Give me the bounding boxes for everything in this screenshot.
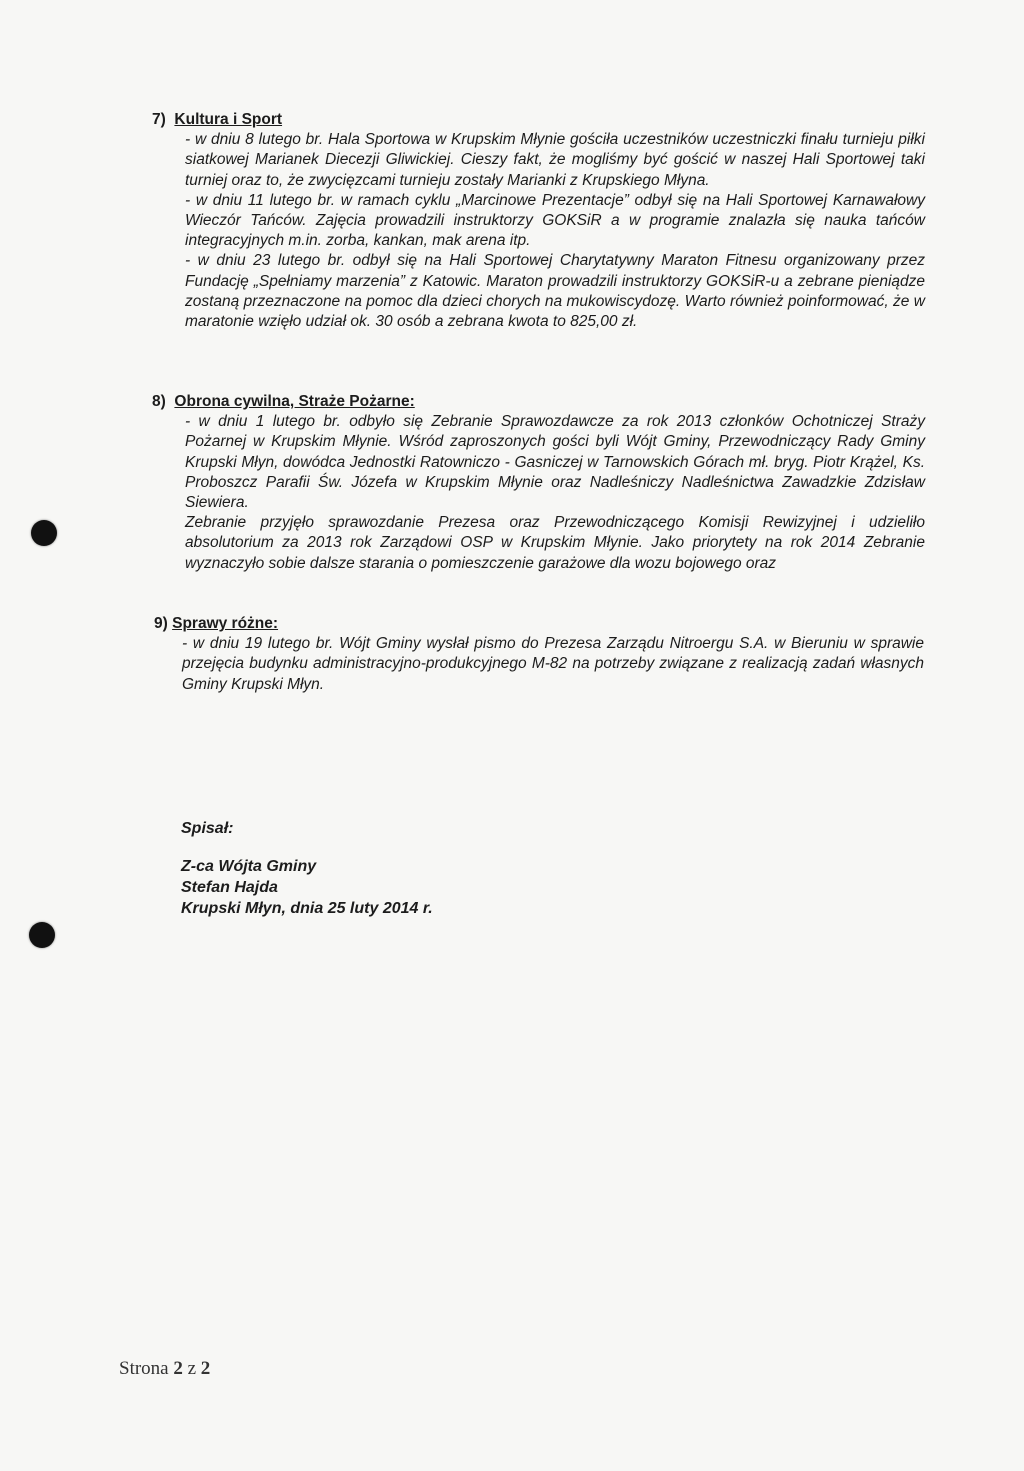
section-civil-defense [152,392,927,574]
punch-hole [31,520,57,546]
signature-place-date: Krupski Młyn, dnia 25 luty 2014 r. [181,900,433,917]
section-title: Kultura i Sport [174,111,283,128]
section-culture-sport [152,110,927,332]
paragraph: - w dniu 11 lutego br. w ramach cyklu „Marcinowe Prezentacje” odbył się na Hali Sportowej Karnawałowy Wieczór Tańców. Zajęcia prowadzili instruktorzy GOKSiR a w programie znalazła się nauka tańców integracyjnych m.in. zorba, kankan, mak arena itp. [185,191,925,250]
footer-word: Strona [119,1358,169,1379]
section-body [182,634,924,695]
signature-block [181,856,433,919]
footer-page-total: 2 [200,1358,211,1379]
signature-name: Stefan Hajda [181,879,278,896]
section-number: 7) [152,111,166,128]
paragraph: - w dniu 19 lutego br. Wójt Gminy wysłał pismo do Prezesa Zarządu Nitroergu S.A. w Bieruniu w sprawie przejęcia budynku administracyjno-produkcyjnego M-82 na potrzeby związane z realizacją zadań własnych Gminy Krupski Młyn. [182,635,924,693]
page-footer [119,1358,210,1380]
paragraph: - w dniu 23 lutego br. odbył się na Hali Sportowej Charytatywny Maraton Fitnesu organizowany przez Fundację „Spełniamy marzenia” z Katowic. Maraton prowadzili instruktorzy GOKSiR-u a zebrane pieniądze zostaną przeznaczone na pomoc dla dzieci chorych na mukowiscydozę. Warto również poinformować, że w maratonie wzięło udział ok. 30 osób a zebrana kwota to 825,00 zł. [185,252,925,331]
signature-position: Z-ca Wójta Gminy [181,858,317,875]
punch-hole [29,922,55,948]
section-other-matters [154,614,929,695]
footer-of: z [187,1358,197,1379]
paragraph: - w dniu 1 lutego br. odbyło się Zebranie Sprawozdawcze za rok 2013 członków Ochotniczej Straży Pożarnej w Krupskim Młynie. Wśród zaproszonych gości byli Wójt Gminy, Przewodniczący Rady Gminy Krupski Młyn, dowódca Jednostki Ratowniczo - Gasniczej w Tarnowskich Górach mł. bryg. Piotr Krążel, Ks. Proboszcz Parafii Św. Józefa w Krupskim Młynie oraz Nadleśniczy Nadleśnictwa Zawadzkie Zdzisław Siewiera. [185,413,925,512]
paragraph: - w dniu 8 lutego br. Hala Sportowa w Krupskim Młynie gościła uczestników uczestniczki finału turnieju piłki siatkowej Marianek Diecezji Gliwickiej. Cieszy fakt, że mogliśmy być gościć w naszej Hali Sportowej taki turniej oraz to, że zwycięzcami turnieju zostały Marianki z Krupskiego Młyna. [185,131,925,189]
section-heading [154,614,929,634]
section-heading [152,110,927,130]
section-heading [152,392,927,412]
section-number: 9) [154,615,168,632]
footer-page-number: 2 [173,1358,183,1379]
section-title: Obrona cywilna, Straże Pożarne: [174,393,415,410]
section-body [185,130,925,332]
section-body [185,412,925,574]
section-number: 8) [152,393,166,410]
section-title: Sprawy różne: [172,615,279,632]
paragraph: Zebranie przyjęło sprawozdanie Prezesa oraz Przewodniczącego Komisji Rewizyjnej i udzieliło absolutorium za 2013 rok Zarządowi OSP w Krupskim Młynie. Jako priorytety na rok 2014 Zebranie wyznaczyło sobie dalsze starania o pomieszczenie garażowe dla wozu bojowego oraz [185,514,925,572]
signature-label: Spisał: [181,820,234,837]
